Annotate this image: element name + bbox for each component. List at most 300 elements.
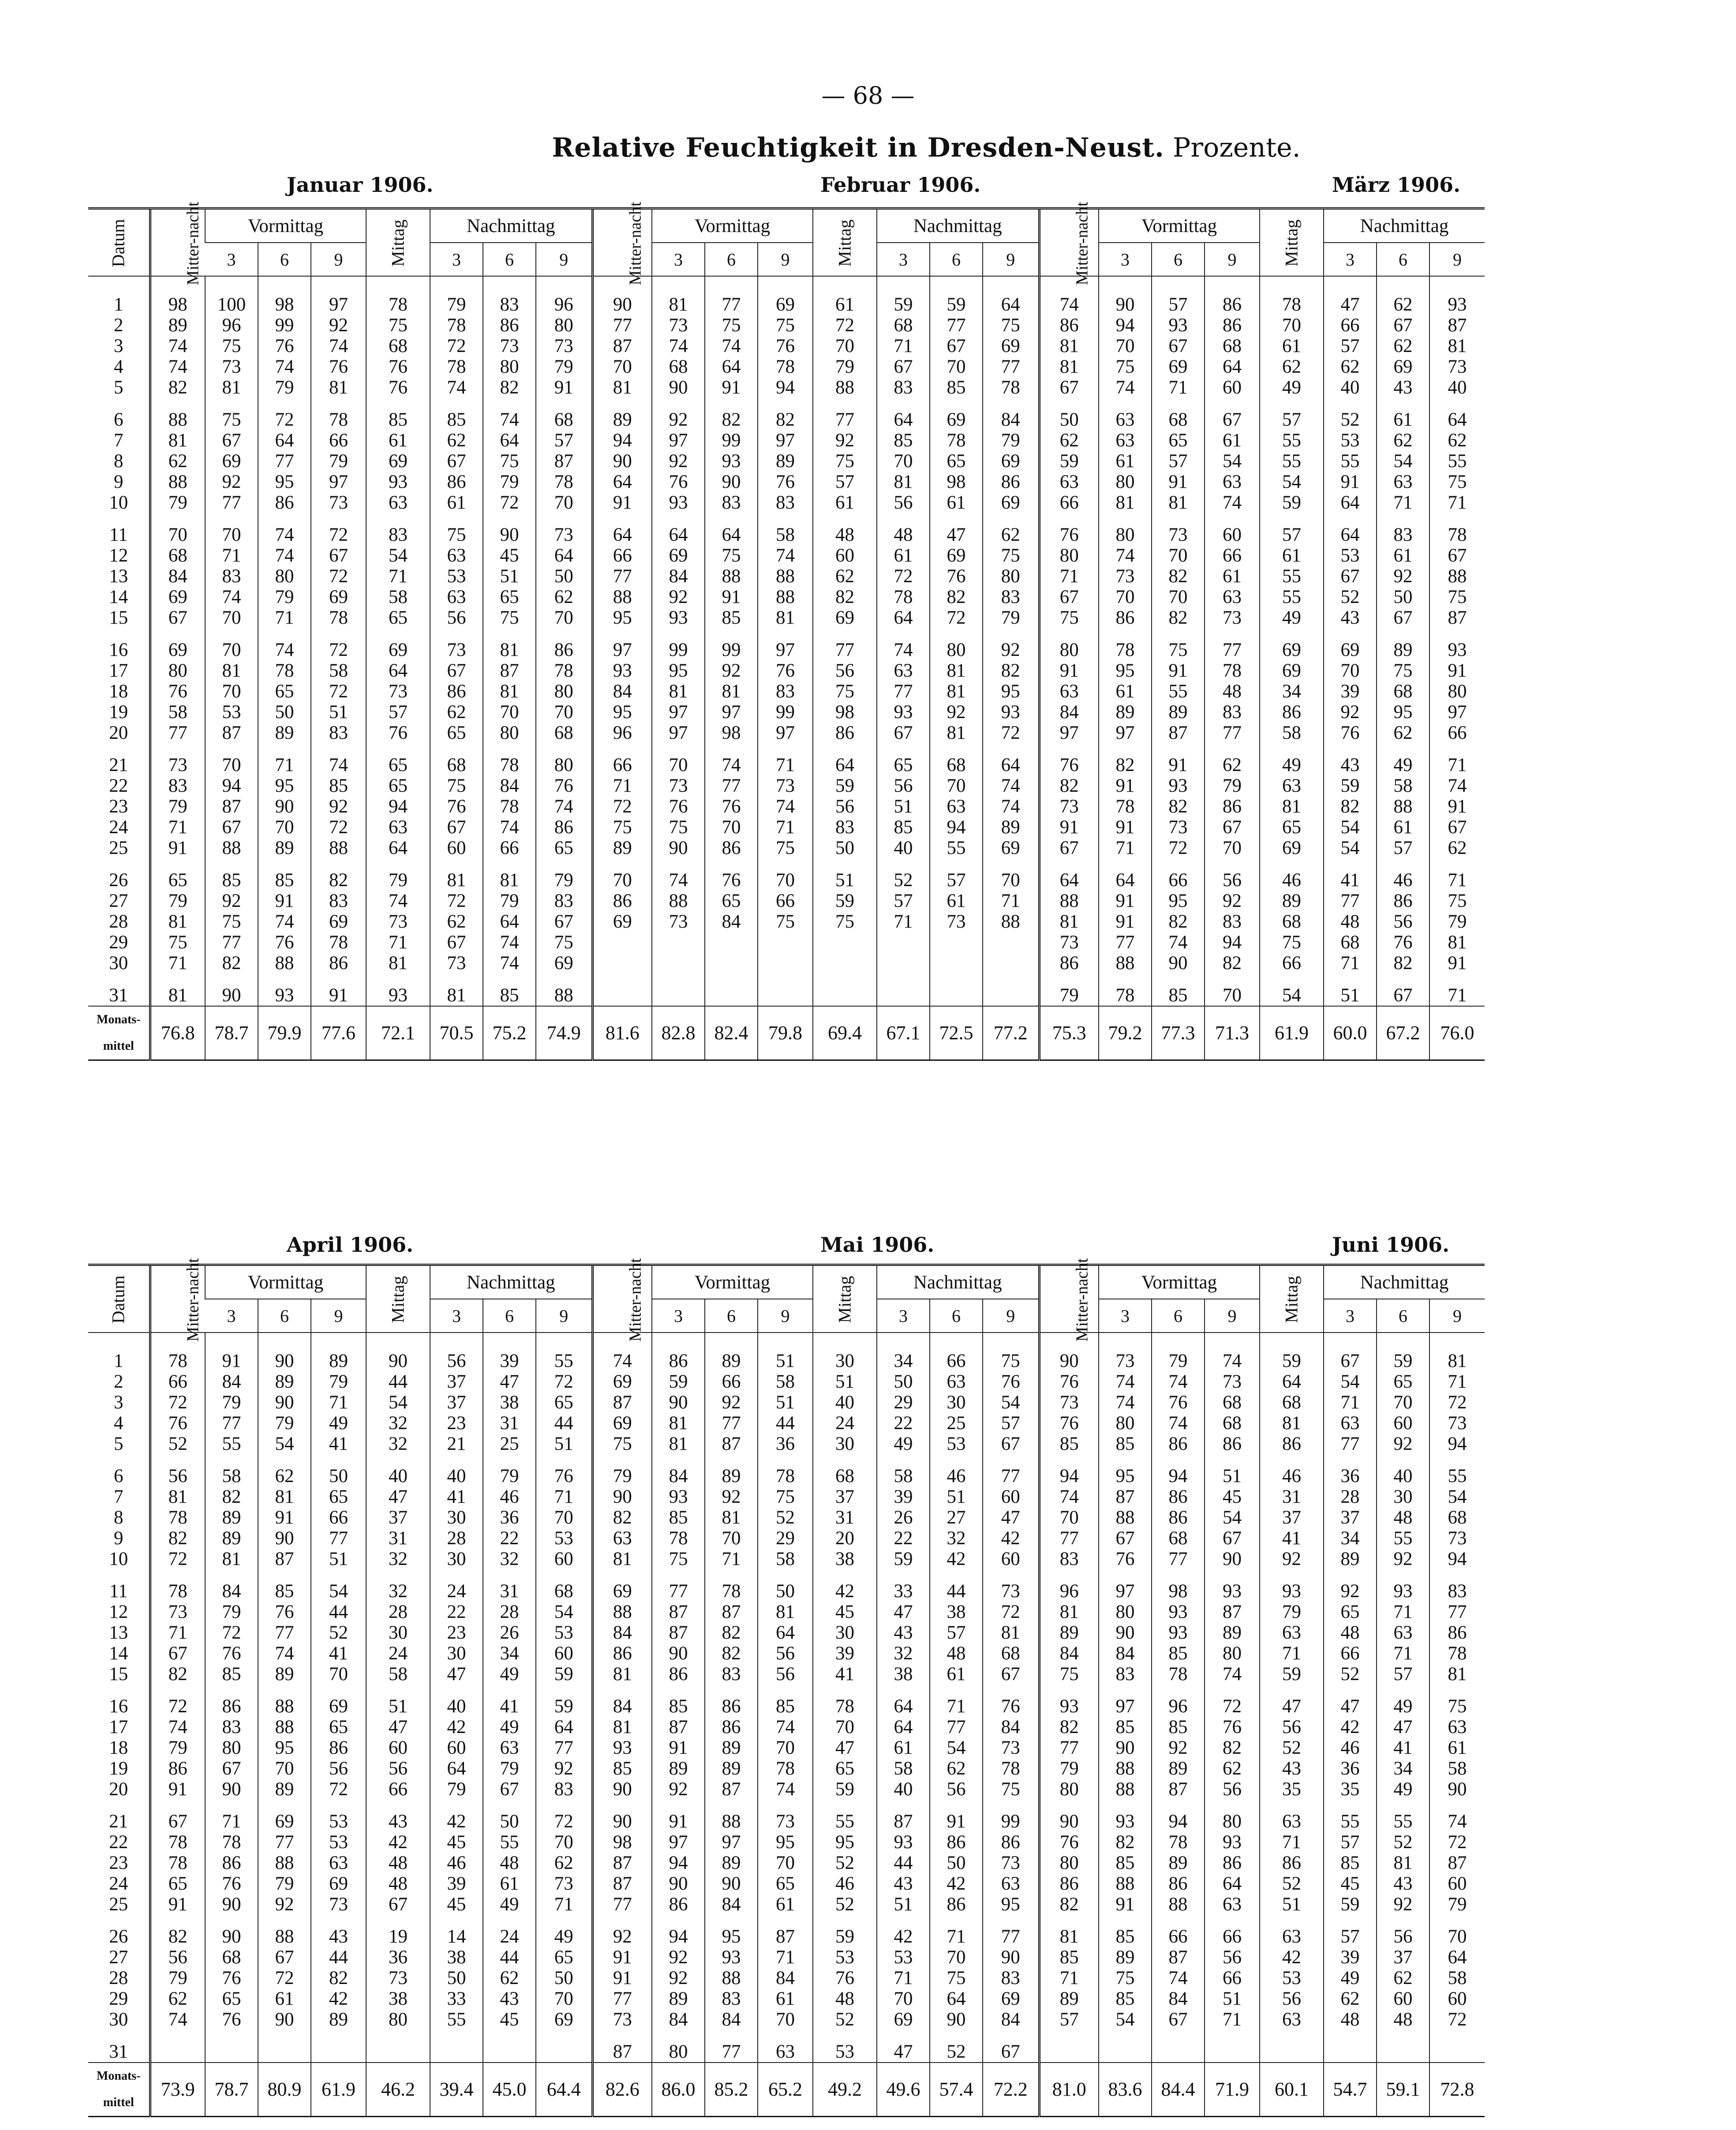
value-cell: 46 [1260,870,1324,891]
value-cell: 43 [1324,755,1377,775]
data-row [88,796,1485,817]
value-cell: 22 [430,1602,483,1622]
value-cell: 59 [813,775,877,796]
value-cell: 60 [1377,1988,1429,2009]
value-cell: 72 [311,1779,366,1811]
value-cell: 86 [705,838,758,870]
value-cell: 79 [983,430,1039,451]
value-cell: 70 [930,775,983,796]
value-cell: 64 [877,1696,930,1717]
mittel-cell: 81.0 [1039,2063,1099,2117]
value-cell: 65 [311,1717,366,1737]
value-cell: 77 [705,294,758,315]
value-cell: 58 [1260,722,1324,755]
header-hour: 9 [1429,1299,1485,1333]
value-cell: 73 [1205,1371,1260,1392]
value-cell: 83 [1429,1581,1485,1602]
value-cell: 65 [483,587,536,607]
value-cell: 83 [1205,702,1260,722]
value-cell: 33 [877,1581,930,1602]
value-cell: 86 [592,1643,652,1664]
value-cell: 72 [258,409,311,430]
value-cell: 69 [1260,660,1324,681]
header-vormittag: Vormittag [652,209,813,243]
value-cell: 61 [877,1737,930,1758]
value-cell: 99 [652,640,705,660]
value-cell: 69 [592,1413,652,1434]
value-cell: 84 [1039,1643,1099,1664]
value-cell: 84 [652,1466,705,1486]
value-cell: 72 [311,566,366,587]
value-cell: 62 [258,1466,311,1486]
header-hour: 3 [652,243,705,276]
value-cell: 94 [1429,1549,1485,1581]
value-cell: 99 [258,315,311,336]
value-cell: 63 [311,1853,366,1873]
value-cell: 74 [430,377,483,409]
value-cell: 64 [758,1622,813,1643]
value-cell: 75 [1099,1968,1152,1988]
value-cell: 79 [483,472,536,492]
value-cell: 65 [258,681,311,702]
date-cell: 20 [109,1779,128,1800]
header-hour: 3 [430,243,483,276]
date-cell: 11 [109,1581,128,1602]
header-hour: 3 [205,243,258,276]
value-cell: 53 [813,1947,877,1968]
mittel-cell: 72.2 [983,2063,1039,2117]
value-cell: 86 [1152,1507,1205,1528]
header-hour: 9 [1205,243,1260,276]
value-cell: 75 [150,932,205,953]
value-cell: 62 [430,702,483,722]
value-cell: 93 [592,1737,652,1758]
value-cell: 79 [1039,1758,1099,1779]
value-cell: 69 [930,545,983,566]
value-cell: 70 [1205,838,1260,870]
value-cell [758,932,813,953]
value-cell: 41 [430,1486,483,1507]
date-cell: 22 [109,775,128,796]
value-cell: 73 [1429,1528,1485,1549]
header-row [88,1265,1485,1299]
value-cell: 88 [1152,1894,1205,1926]
value-cell: 84 [205,1371,258,1392]
value-cell: 82 [1039,1717,1099,1737]
value-cell: 67 [1377,985,1429,1006]
value-cell: 75 [592,1434,652,1466]
value-cell: 53 [930,1434,983,1466]
value-cell: 95 [592,607,652,640]
value-cell: 72 [258,1968,311,1988]
value-cell: 95 [813,1832,877,1853]
data-row [88,1664,1485,1696]
value-cell: 84 [705,911,758,932]
value-cell: 66 [483,838,536,870]
value-cell: 71 [205,545,258,566]
month-label-mai: Mai 1906. [820,1233,935,1257]
value-cell: 71 [1039,1968,1099,1988]
value-cell: 59 [652,1371,705,1392]
value-cell: 77 [592,566,652,587]
value-cell: 79 [150,492,205,524]
value-cell: 81 [1260,1413,1324,1434]
value-cell: 71 [1324,953,1377,985]
value-cell: 78 [758,1466,813,1486]
value-cell: 72 [150,1392,205,1413]
value-cell: 49 [483,1664,536,1696]
mittel-cell: 75.2 [483,1006,536,1060]
value-cell: 97 [705,1832,758,1853]
value-cell: 92 [536,1758,592,1779]
value-cell: 37 [366,1507,430,1528]
value-cell: 67 [1152,336,1205,356]
value-cell: 60 [430,1737,483,1758]
value-cell: 74 [258,640,311,660]
value-cell: 52 [1377,1832,1429,1853]
value-cell: 74 [1205,1664,1260,1696]
value-cell: 49 [483,1717,536,1737]
value-cell: 71 [877,1968,930,1988]
value-cell: 64 [705,524,758,545]
value-cell: 76 [813,1968,877,1988]
mittel-cell: 70.5 [430,1006,483,1060]
value-cell: 78 [705,1581,758,1602]
value-cell: 32 [366,1413,430,1434]
value-cell: 81 [150,1486,205,1507]
data-row [88,1696,1485,1717]
value-cell: 74 [258,545,311,566]
value-cell: 89 [258,722,311,755]
value-cell: 59 [877,294,930,315]
value-cell: 62 [150,451,205,472]
value-cell: 43 [483,1988,536,2009]
value-cell: 80 [366,2009,430,2041]
value-cell: 44 [930,1581,983,1602]
value-cell: 79 [592,1466,652,1486]
value-cell: 91 [592,1968,652,1988]
header-mittag: Mittag [388,1276,408,1323]
value-cell: 70 [652,755,705,775]
value-cell: 75 [983,1779,1039,1811]
value-cell: 92 [1377,1434,1429,1466]
value-cell: 74 [1099,1392,1152,1413]
value-cell: 70 [758,1853,813,1873]
value-cell: 90 [1099,1737,1152,1758]
value-cell: 93 [1205,1832,1260,1853]
value-cell: 88 [652,891,705,911]
value-cell: 79 [1429,1894,1485,1926]
value-cell: 90 [1429,1779,1485,1811]
value-cell: 81 [430,985,483,1006]
value-cell: 71 [930,1926,983,1947]
value-cell: 67 [1429,545,1485,566]
value-cell: 84 [652,566,705,587]
monatsmittel-label-line2: mittel [103,2096,134,2109]
value-cell: 80 [483,722,536,755]
value-cell: 75 [1429,472,1485,492]
value-cell: 69 [150,640,205,660]
value-cell: 74 [1205,492,1260,524]
data-row [88,1832,1485,1853]
value-cell: 97 [1099,1581,1152,1602]
value-cell: 82 [1039,1894,1099,1926]
header-hour: 9 [758,1299,813,1333]
value-cell: 61 [813,492,877,524]
value-cell: 70 [1377,1392,1429,1413]
data-row [88,817,1485,838]
value-cell: 77 [536,1737,592,1758]
value-cell: 78 [813,1696,877,1717]
value-cell: 74 [652,336,705,356]
value-cell: 67 [1039,838,1099,870]
value-cell: 74 [1099,545,1152,566]
data-row [88,315,1485,336]
value-cell: 34 [1260,681,1324,702]
value-cell: 61 [758,1894,813,1926]
value-cell: 82 [1205,1737,1260,1758]
value-cell: 55 [1377,1528,1429,1549]
value-cell: 65 [877,755,930,775]
value-cell: 47 [813,1737,877,1758]
value-cell: 76 [1039,755,1099,775]
date-cell: 27 [109,891,128,911]
value-cell: 65 [366,607,430,640]
value-cell: 25 [483,1434,536,1466]
date-cell: 27 [109,1947,128,1968]
value-cell: 64 [983,294,1039,315]
value-cell: 73 [1205,607,1260,640]
header-hour: 3 [652,1299,705,1333]
data-row [88,1947,1485,1968]
value-cell: 76 [1039,524,1099,545]
value-cell: 76 [1324,722,1377,755]
value-cell: 90 [205,985,258,1006]
value-cell: 54 [983,1392,1039,1413]
value-cell: 88 [1099,953,1152,985]
value-cell: 56 [1205,1947,1260,1968]
value-cell: 82 [205,1486,258,1507]
value-cell: 67 [1324,566,1377,587]
value-cell: 95 [652,660,705,681]
value-cell: 58 [205,1466,258,1486]
value-cell: 73 [150,755,205,775]
header-hour: 3 [877,243,930,276]
value-cell: 51 [813,870,877,891]
value-cell: 66 [1152,1926,1205,1947]
value-cell: 87 [758,1926,813,1947]
month-label-juni: Juni 1906. [1332,1233,1450,1257]
value-cell: 97 [592,640,652,660]
value-cell: 72 [930,607,983,640]
value-cell: 75 [1039,607,1099,640]
value-cell: 50 [430,1968,483,1988]
value-cell: 58 [877,1758,930,1779]
value-cell: 67 [1205,817,1260,838]
date-cell: 25 [109,1894,128,1915]
value-cell: 50 [813,838,877,870]
value-cell: 52 [930,2041,983,2063]
value-cell: 63 [1039,681,1099,702]
value-cell: 74 [1429,775,1485,796]
value-cell: 71 [1429,1371,1485,1392]
value-cell: 61 [930,891,983,911]
value-cell: 93 [877,702,930,722]
value-cell [877,953,930,985]
value-cell: 88 [536,985,592,1006]
value-cell: 96 [1039,1581,1099,1602]
date-cell: 2 [114,315,123,336]
data-row [88,1392,1485,1413]
value-cell: 76 [366,377,430,409]
value-cell: 58 [366,587,430,607]
value-cell: 78 [652,1528,705,1549]
value-cell: 76 [258,1602,311,1622]
value-cell: 77 [813,640,877,660]
value-cell: 43 [1377,1873,1429,1894]
value-cell: 94 [592,430,652,451]
date-cell: 5 [114,377,123,398]
date-cell: 11 [109,524,128,545]
value-cell: 70 [536,1507,592,1528]
value-cell: 90 [1039,1351,1099,1371]
value-cell: 73 [983,1581,1039,1602]
value-cell: 82 [1099,1832,1152,1853]
header-hour: 9 [536,1299,592,1333]
value-cell: 47 [877,1602,930,1622]
value-cell: 87 [705,1779,758,1811]
value-cell: 46 [930,1466,983,1486]
value-cell: 91 [1039,817,1099,838]
value-cell: 57 [1324,1926,1377,1947]
value-cell [430,2041,483,2063]
value-cell: 85 [311,775,366,796]
value-cell: 56 [813,660,877,681]
value-cell: 75 [483,451,536,472]
value-cell: 79 [1039,985,1099,1006]
value-cell: 79 [430,1779,483,1811]
value-cell: 70 [758,870,813,891]
value-cell: 81 [205,1549,258,1581]
value-cell: 56 [1260,1717,1324,1737]
value-cell: 75 [205,911,258,932]
value-cell: 70 [205,640,258,660]
value-cell: 85 [652,1696,705,1717]
value-cell: 87 [1152,1779,1205,1811]
value-cell: 73 [1099,566,1152,587]
value-cell: 65 [813,1758,877,1779]
value-cell: 80 [536,755,592,775]
value-cell: 69 [1152,356,1205,377]
header-mitternacht: Mitter-nacht [183,201,202,285]
value-cell: 69 [205,451,258,472]
value-cell: 73 [1152,817,1205,838]
value-cell: 60 [1205,524,1260,545]
value-cell: 87 [205,796,258,817]
value-cell: 57 [1324,1832,1377,1853]
value-cell: 84 [483,775,536,796]
value-cell: 88 [758,566,813,587]
value-cell: 77 [258,451,311,472]
value-cell: 68 [1205,1413,1260,1434]
value-cell [705,953,758,985]
value-cell: 54 [1260,472,1324,492]
value-cell: 45 [1205,1486,1260,1507]
value-cell: 91 [1324,472,1377,492]
value-cell: 59 [1324,1894,1377,1926]
value-cell: 61 [1429,1737,1485,1758]
value-cell: 88 [1377,796,1429,817]
value-cell: 70 [1099,587,1152,607]
value-cell: 45 [430,1894,483,1926]
value-cell: 70 [813,1717,877,1737]
value-cell: 83 [758,492,813,524]
value-cell: 51 [758,1392,813,1413]
value-cell: 70 [877,451,930,472]
value-cell: 81 [1099,492,1152,524]
value-cell: 28 [483,1602,536,1622]
data-row [88,409,1485,430]
value-cell: 42 [430,1811,483,1832]
value-cell: 70 [983,870,1039,891]
value-cell: 69 [592,911,652,932]
value-cell: 61 [1260,336,1324,356]
value-cell: 70 [592,356,652,377]
value-cell: 87 [705,1602,758,1622]
value-cell: 89 [1324,1549,1377,1581]
value-cell: 76 [150,681,205,702]
value-cell: 76 [258,932,311,953]
value-cell: 88 [150,409,205,430]
value-cell: 48 [366,1873,430,1894]
value-cell: 72 [430,336,483,356]
date-cell: 21 [109,755,128,775]
data-row [88,566,1485,587]
header-mittag: Mittag [834,1276,855,1323]
value-cell: 70 [258,1758,311,1779]
value-cell: 69 [813,607,877,640]
value-cell: 75 [983,545,1039,566]
value-cell: 80 [1205,1811,1260,1832]
value-cell: 76 [1039,1832,1099,1853]
value-cell: 67 [1039,377,1099,409]
value-cell: 64 [592,524,652,545]
value-cell [592,932,652,953]
data-row [88,1758,1485,1779]
value-cell: 73 [652,315,705,336]
value-cell: 73 [1039,796,1099,817]
value-cell: 59 [930,294,983,315]
value-cell: 91 [150,1779,205,1811]
data-row [88,775,1485,796]
value-cell: 89 [652,1758,705,1779]
value-cell: 92 [652,1947,705,1968]
mittel-cell: 46.2 [366,2063,430,2117]
value-cell: 82 [1205,953,1260,985]
value-cell: 82 [150,1664,205,1696]
value-cell: 85 [258,1581,311,1602]
value-cell: 67 [430,932,483,953]
value-cell: 71 [150,817,205,838]
value-cell: 88 [983,911,1039,932]
value-cell: 44 [483,1947,536,1968]
value-cell: 65 [150,1873,205,1894]
value-cell: 69 [311,1696,366,1717]
data-row [88,524,1485,545]
value-cell: 94 [205,775,258,796]
value-cell: 89 [1152,1758,1205,1779]
value-cell: 64 [536,1717,592,1737]
